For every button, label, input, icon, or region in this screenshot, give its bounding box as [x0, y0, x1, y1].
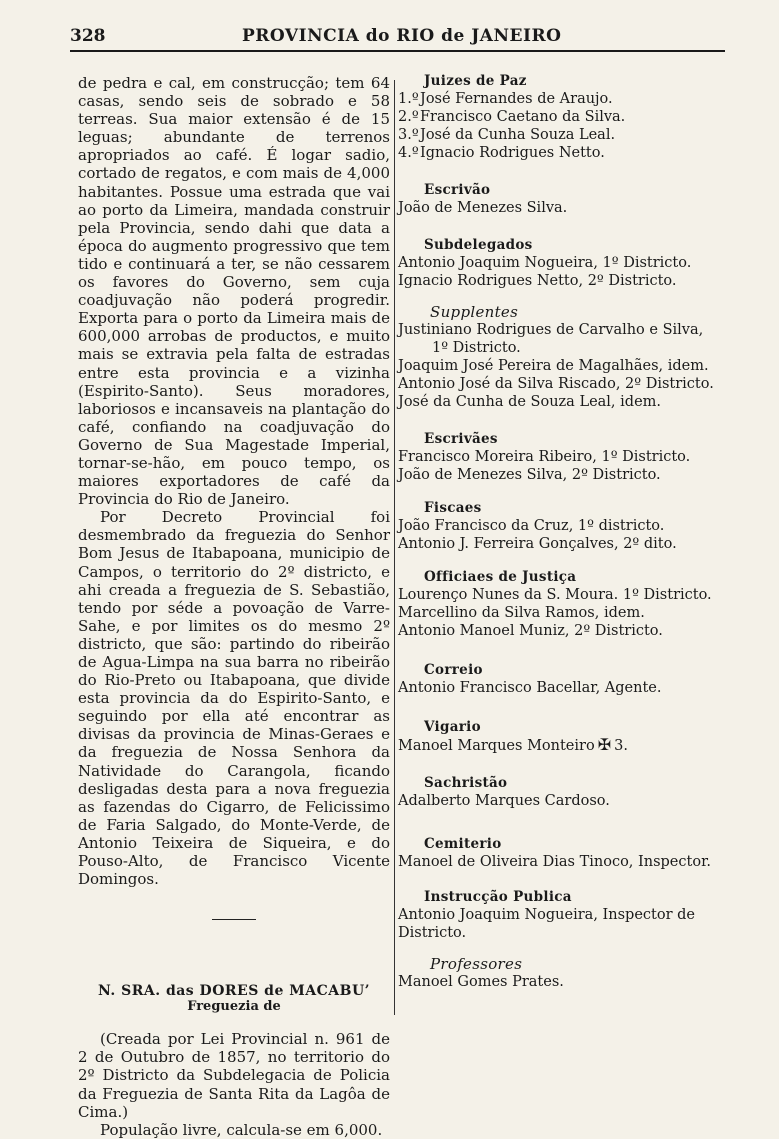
list-item: 2.ºFrancisco Caetano da Silva.	[398, 109, 626, 125]
page-number: 328	[70, 26, 106, 46]
list-item: Antonio Francisco Bacellar, Agente.	[398, 680, 662, 696]
list-item: Antonio Joaquim Nogueira, Inspector de Districto.	[398, 907, 695, 941]
right-column	[398, 73, 728, 1005]
section-heading: Escrivães	[424, 431, 498, 447]
section-heading: Cemiterio	[424, 836, 502, 852]
section-heading: Correio	[424, 662, 483, 678]
section-professores	[398, 956, 728, 991]
list-item: José da Cunha de Souza Leal, idem.	[398, 394, 662, 410]
section-heading: Vigario	[424, 719, 481, 735]
running-head: PROVINCIA do RIO de JANEIRO	[242, 26, 562, 46]
list-item: Manoel Gomes Prates.	[398, 974, 564, 990]
column-divider	[394, 80, 395, 1015]
section-officiaes	[398, 569, 728, 640]
section-fiscaes	[398, 500, 728, 553]
parish-subtitle: Freguezia de	[187, 999, 281, 1015]
cross-icon: ✠	[597, 735, 612, 754]
left-column	[78, 74, 390, 1139]
section-cemiterio	[398, 836, 728, 871]
list-item: Antonio Joaquim Nogueira, 1º Districto.	[398, 255, 692, 271]
section-divider	[212, 919, 256, 920]
list-item: Marcellino da Silva Ramos, idem.	[398, 605, 645, 621]
section-escrivao	[398, 182, 728, 217]
list-item: Joaquim José Pereira de Magalhães, idem.	[398, 358, 709, 374]
section-correio	[398, 662, 728, 697]
list-item: João de Menezes Silva.	[398, 200, 568, 216]
page-header	[70, 26, 725, 48]
section-escrivaes	[398, 431, 728, 484]
list-item: Lourenço Nunes da S. Moura. 1º Districto.	[398, 587, 712, 603]
list-item: 1.ºJosé Fernandes de Araujo.	[398, 91, 613, 107]
section-heading: Officiaes de Justiça	[424, 569, 577, 585]
paragraph-population: População livre, calcula-se em 6,000.	[100, 1120, 383, 1139]
section-heading: Supplentes	[430, 303, 519, 321]
section-juizes	[398, 73, 728, 162]
list-item: 1º Districto.	[432, 340, 521, 356]
section-sachristao	[398, 775, 728, 810]
list-item: Justiniano Rodrigues de Carvalho e Silva,	[398, 322, 704, 338]
section-heading: Professores	[430, 955, 523, 973]
list-item: Adalberto Marques Cardoso.	[398, 793, 610, 809]
list-item: Manoel Marques Monteiro ✠ 3.	[398, 735, 628, 754]
section-subdelegados	[398, 237, 728, 290]
section-heading: Instrucção Publica	[424, 889, 572, 905]
paragraph-creation: (Creada por Lei Provincial n. 961 de 2 de Outubro de 1857, no territorio do 2º Districto da Subdelegacia de Policia da Freguezia de Santa Rita da Lagôa de Cima.)	[78, 1030, 390, 1121]
parish-title: N. SRA. das DORES de MACABU’	[97, 983, 371, 1000]
list-item: Antonio Manoel Muniz, 2º Districto.	[398, 623, 663, 639]
list-item: Antonio J. Ferreira Gonçalves, 2º dito.	[398, 536, 677, 552]
list-item: João de Menezes Silva, 2º Districto.	[398, 467, 661, 483]
section-vigario	[398, 719, 728, 755]
section-heading: Sachristão	[424, 775, 508, 791]
paragraph-description: de pedra e cal, em construcção; tem 64 casas, sendo seis de sobrado e 58 terreas. Sua maior extensão é de 15 leguas; abundante de terrenos apropriados ao café. É logar sadio, cortado de regatos, e com mais de 4,000 habitantes. Possue uma estrada que vai ao porto da Limeira, mandada construir pela Provincia, sendo dahi que data a época do augmento progressivo que tem tido e continuará a ter, se não cessarem os favores do Governo, sem cuja coadjuvação não poderá progredir. Exporta para o porto da Limeira mais de 600,000 arrobas de productos, e muito mais se extravia pela falta de estradas entre esta provincia e a vizinha (Espirito-Santo). Seus moradores, laboriosos e incansaveis na plantação do café, confiando na coadjuvação do Governo de Sua Magestade Imperial, tornar-se-hão, em pouco tempo, os maiores exportadores de café da Provincia do Rio de Janeiro.	[78, 74, 390, 509]
list-item: Francisco Moreira Ribeiro, 1º Districto.	[398, 449, 691, 465]
section-supplentes	[398, 304, 728, 411]
paragraph-decree: Por Decreto Provincial foi desmembrado da freguezia do Senhor Bom Jesus de Itabapoana, municipio de Campos, o territorio do 2º districto, e ahi creada a freguezia de S. Sebastião, tendo por séde a povoação de Varre-Sahe, e por limites os do mesmo 2º districto, que são: partindo do ribeirão de Agua-Limpa na sua barra no ribeirão do Rio-Preto ou Itabapoana, que divide esta provincia da do Espirito-Santo, e seguindo por ella até encontrar as divisas da provincia de Minas-Geraes e da freguezia de Nossa Senhora da Natividade do Carangola, ficando desligadas desta para a nova freguezia as fazendas do Cigarro, de Felicissimo de Faria Salgado, do Monte-Verde, de Antonio Teixeira de Siqueira, e do Pouso-Alto, de Francisco Vicente Domingos.	[78, 508, 390, 889]
list-item: Manoel de Oliveira Dias Tinoco, Inspector.	[398, 854, 712, 870]
list-item: 3.ºJosé da Cunha Souza Leal.	[398, 127, 616, 143]
list-item: Ignacio Rodrigues Netto, 2º Districto.	[398, 273, 677, 289]
header-rule	[70, 50, 725, 52]
section-instruccao	[398, 889, 728, 942]
list-item: 4.ºIgnacio Rodrigues Netto.	[398, 145, 605, 161]
list-item: João Francisco da Cruz, 1º districto.	[398, 518, 665, 534]
section-heading: Escrivão	[424, 182, 491, 198]
section-heading: Juizes de Paz	[424, 73, 527, 89]
list-item: Antonio José da Silva Riscado, 2º Districto.	[398, 376, 714, 392]
section-heading: Fiscaes	[424, 500, 482, 516]
section-heading: Subdelegados	[424, 237, 533, 253]
